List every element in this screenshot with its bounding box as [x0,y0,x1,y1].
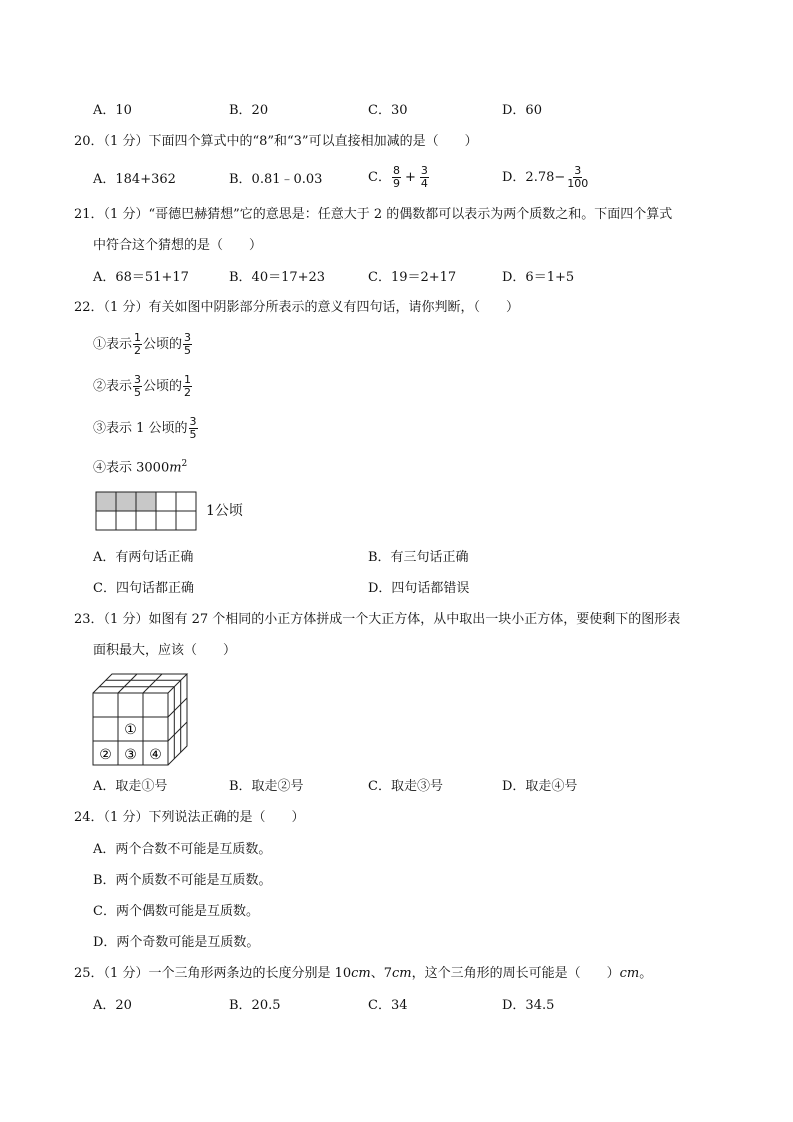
q22-s2-fraction-a: $\frac{3}{5}$ [134,373,142,399]
q25-option-b: B．20.5 [229,998,281,1013]
grid-cell-shaded-3 [136,492,156,511]
q22-statement-4: ④表示 $3000m^2$ [93,459,188,476]
grid-cell [136,511,156,530]
q20-fraction-3-4: $\frac{3}{4}$ [420,164,428,190]
q21-stem-line2: 中符合这个猜想的是（ ） [93,238,263,253]
q22-option-a: A．有两句话正确 [93,550,194,565]
q20-stem: 20．（1 分）下面四个算式中的“8”和“3”可以直接相加减的是（ ） [74,134,478,149]
q22-option-c: C．四句话都正确 [93,581,194,596]
q24-option-a: A．两个合数不可能是互质数。 [93,842,272,857]
q20-option-d [502,160,590,196]
grid-cell [176,511,196,530]
q25-unit-3: cm [619,966,640,981]
q23-option-b: B．取走②号 [229,779,304,794]
q21-option-b: B．40＝17+23 [229,270,326,285]
q22-grid-label: 1公顷 [206,503,243,519]
grid-cell [176,492,196,511]
q20-fraction-3-100: $\frac{3}{100}$ [567,164,589,190]
q22-stem: 22．（1 分）有关如图中阴影部分所表示的意义有四句话，请你判断，（ ） [74,300,519,315]
q20-fraction-8-9: $\frac{8}{9}$ [392,164,400,190]
cube-label-1: ① [124,722,137,738]
q24-stem: 24．（1 分）下列说法正确的是（ ） [74,810,305,825]
q19-option-d: D．60 [502,103,542,118]
q25-option-c: C．34 [368,998,408,1013]
q23-stem-line1: 23．（1 分）如图有 27 个相同的小正方体拼成一个大正方体，从中取出一块小正方体，要使剩下的图形表 [74,612,681,627]
grid-cell-shaded-1 [96,492,116,511]
q24-option-b: B．两个质数不可能是互质数。 [93,873,272,888]
q19-option-c: C．30 [368,103,408,118]
q23-option-c: C．取走③号 [368,779,443,794]
cube-label-3: ③ [124,747,137,763]
q21-option-d: D．6＝1+5 [502,270,575,285]
q24-option-d: D．两个奇数可能是互质数。 [93,935,260,950]
q25-unit-2: cm [392,966,412,981]
cube-label-4: ④ [149,747,162,763]
q25-option-d: D．34.5 [502,998,555,1013]
q22-s2-fraction-b: $\frac{1}{2}$ [184,373,192,399]
grid-cell-shaded-2 [116,492,136,511]
grid-cell [156,492,176,511]
q22-hectare-grid [95,491,200,531]
q20-option-a: A．184+362 [93,172,176,187]
q22-option-d: D．四句话都错误 [368,581,470,596]
q19-option-a: A．10 [93,103,132,118]
q20-option-b: B．0.81﹣0.03 [229,172,323,187]
grid-cell [156,511,176,530]
q25-unit-1: cm [351,966,371,981]
q22-s1-fraction-a: $\frac{1}{2}$ [134,331,142,357]
q21-stem-line1: 21．（1 分）“哥德巴赫猜想”它的意思是：任意大于 2 的偶数都可以表示为两个质数之和。下面四个算式 [74,207,673,222]
q19-option-b: B．20 [229,103,269,118]
grid-cell [96,511,116,530]
q20-option-c-label: C． [368,170,391,185]
q22-statement-2: ②表示 $\frac{3}{5}$ 公顷的 $\frac{1}{2}$ [93,373,192,399]
q25-stem: 25．（1 分）一个三角形两条边的长度分别是 10cm、7cm，这个三角形的周长可能是（ ）cm。 [74,966,653,981]
q23-cube-figure [92,673,190,768]
q20-option-c [368,160,430,196]
q21-option-a: A．68＝51+17 [93,270,189,285]
q25-option-a: A．20 [93,998,132,1013]
q23-option-a: A．取走①号 [93,779,168,794]
q23-option-d: D．取走④号 [502,779,578,794]
q24-option-c: C．两个偶数可能是互质数。 [93,904,259,919]
grid-cell [116,511,136,530]
q22-statement-3: ③表示 1 公顷的 $\frac{3}{5}$ [93,415,197,441]
cube-label-2: ② [99,747,112,763]
q22-option-b: B．有三句话正确 [368,550,469,565]
q22-s1-fraction-b: $\frac{3}{5}$ [184,331,192,357]
q21-option-c: C．19＝2+17 [368,270,457,285]
q23-stem-line2: 面积最大，应该（ ） [93,643,237,658]
q20-option-d-label: D．2.78− [502,170,566,185]
q22-statement-1: ①表示 $\frac{1}{2}$ 公顷的 $\frac{3}{5}$ [93,331,192,357]
q22-s3-fraction: $\frac{3}{5}$ [189,415,197,441]
q20-plus-sign: + [404,170,416,185]
